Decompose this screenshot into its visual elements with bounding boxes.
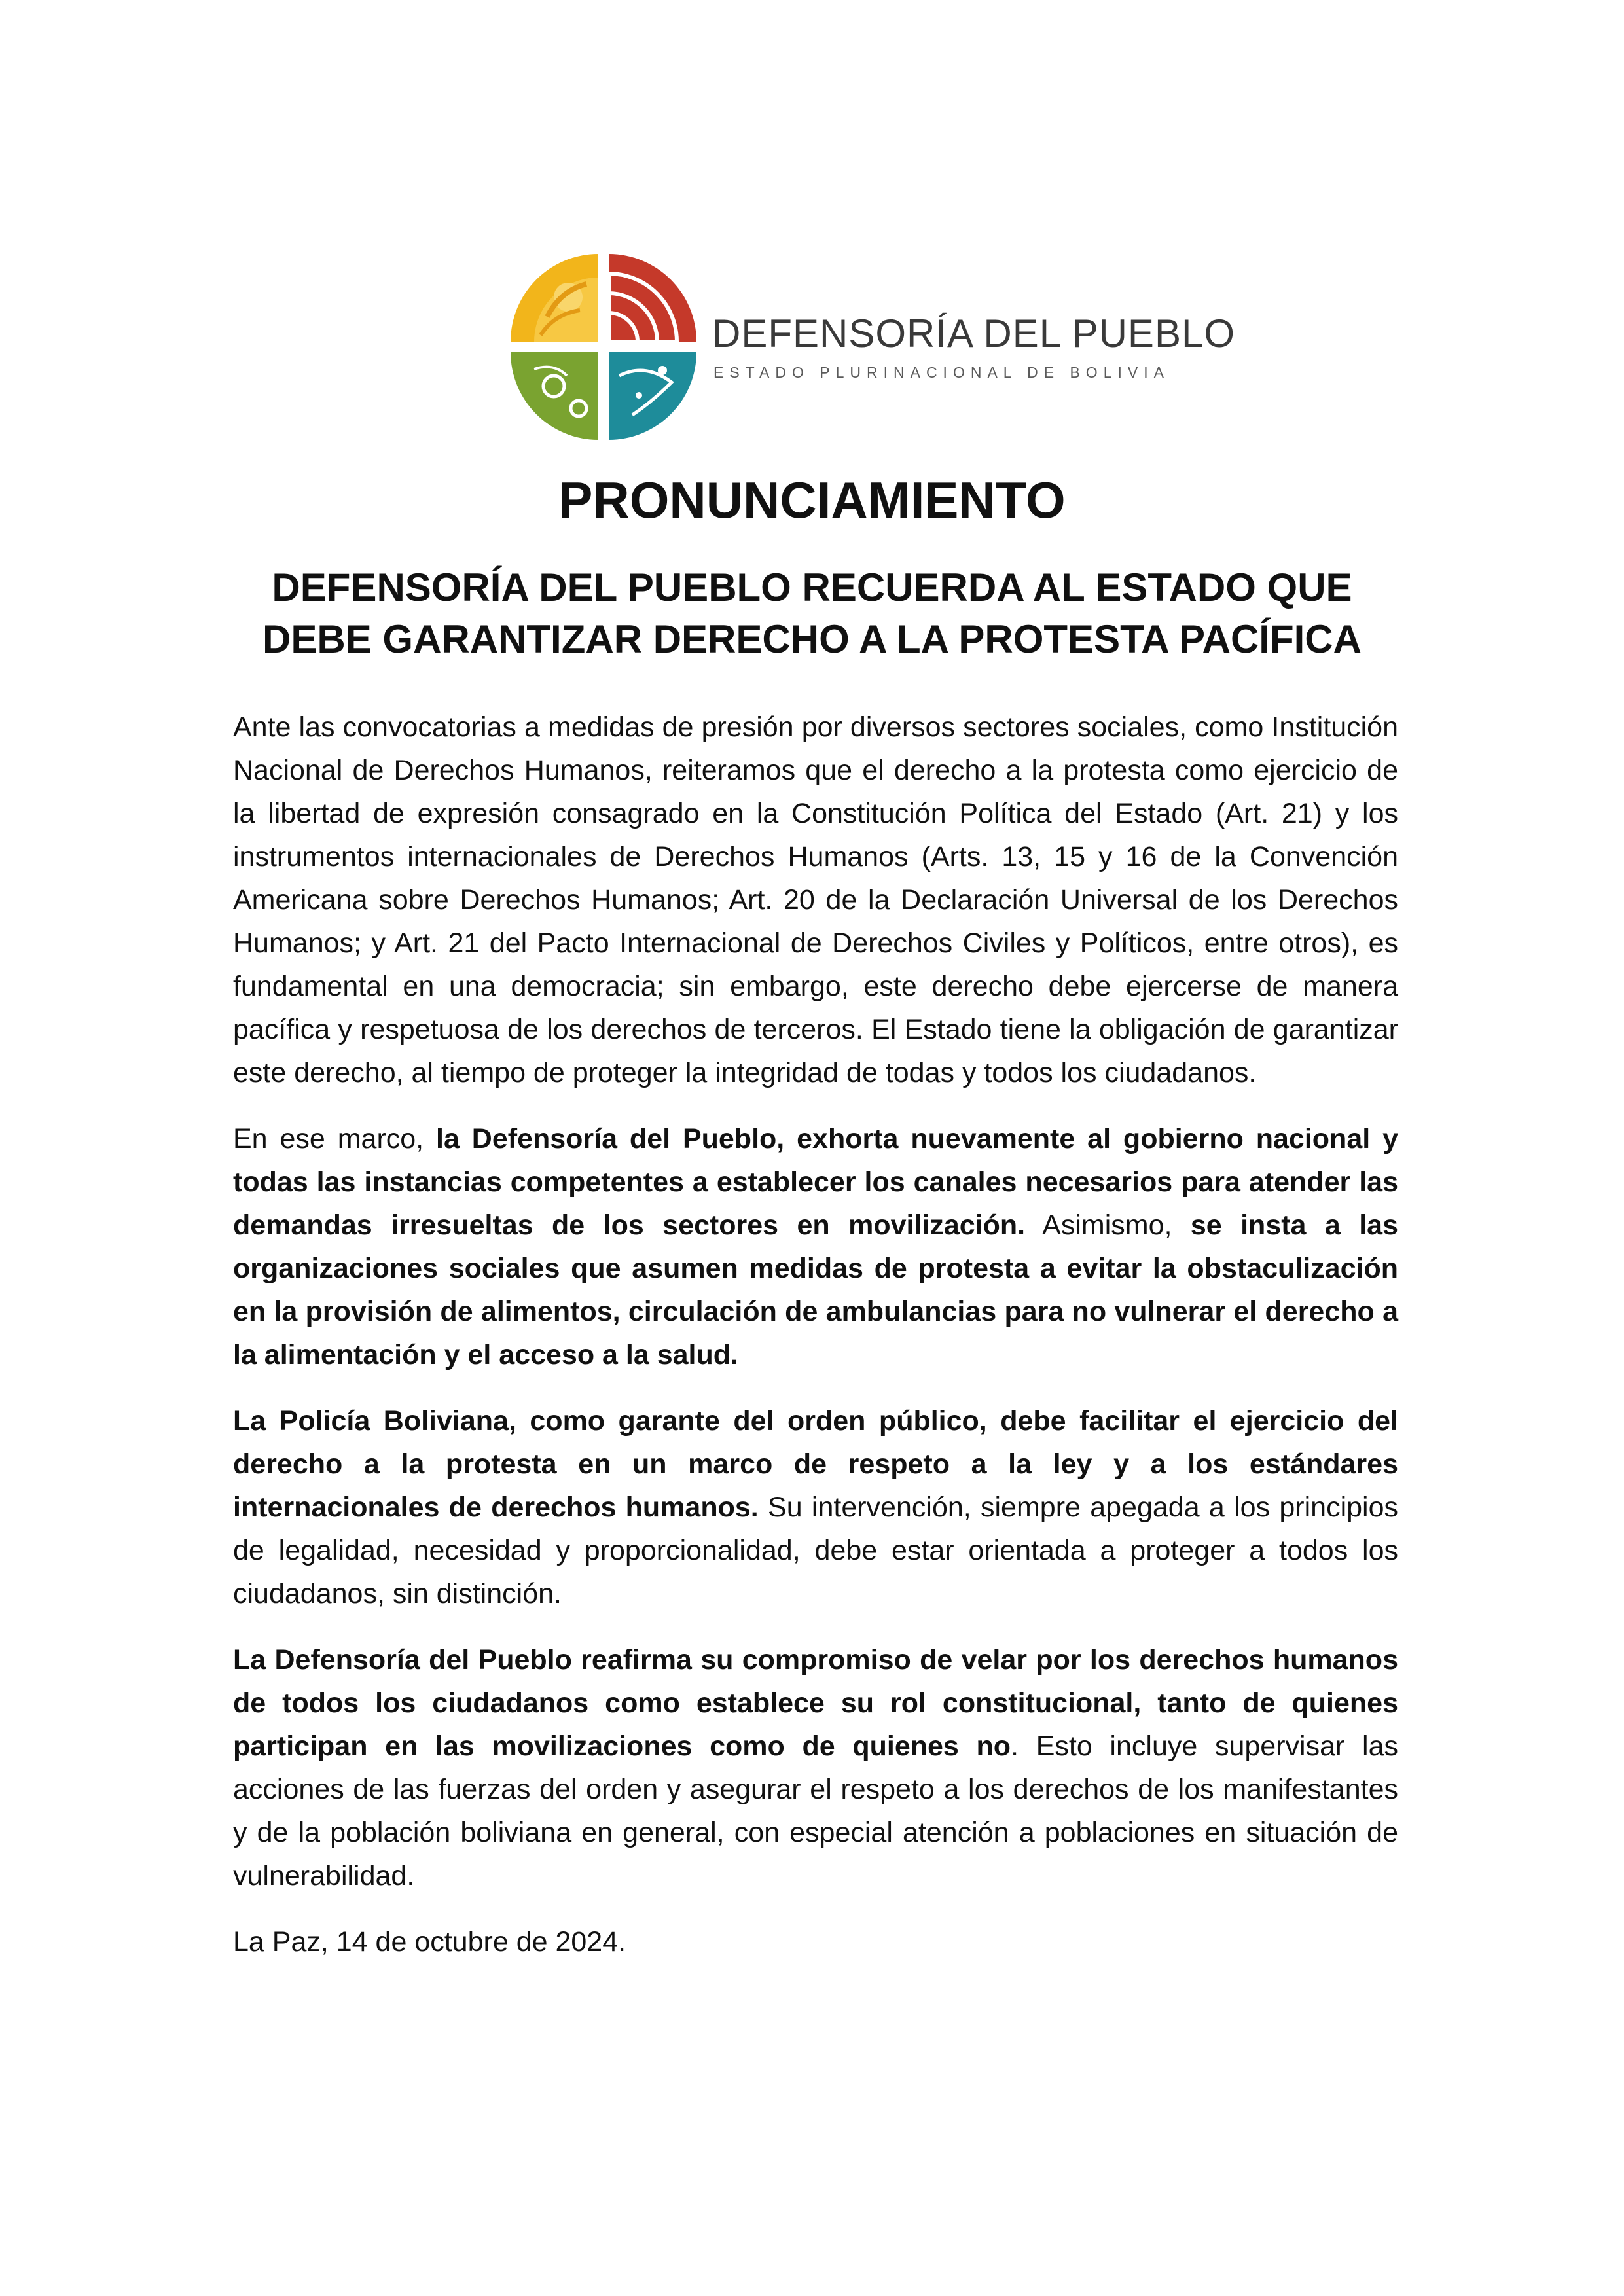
paragraph-text: Su intervención, siempre apegada a los principios de legalidad, necesidad y proporcionalidad, debe estar orientada a proteger a todos los ciudadanos, sin distinción. [233,1492,1398,1609]
paragraph-emphasis: se insta a las organizaciones sociales que asumen medidas de protesta a evitar la obstaculización en la provisión de alimentos, circulación de ambulancias para no vulnerar el derecho a la alimentación y el acceso a la salud. [233,1210,1398,1371]
organization-subtitle: ESTADO PLURINACIONAL DE BOLIVIA [713,364,1170,381]
subtitle-line: DEFENSORÍA DEL PUEBLO RECUERDA AL ESTADO QUE [272,565,1352,609]
paragraph-4 [233,1638,1398,1897]
paragraph-emphasis: La Policía Boliviana, como garante del orden público, debe facilitar el ejercicio del derecho a la protesta en un marco de respeto a la ley y a los estándares internacionales de derechos humanos. [233,1405,1398,1523]
paragraph-emphasis: la Defensoría del Pueblo, exhorta nuevamente al gobierno nacional y todas las instancias competentes a establecer los canales necesarios para atender las demandas irresueltas de los sectores en movilización. [233,1123,1398,1241]
paragraph-3 [233,1399,1398,1615]
paragraph-text: Asimismo, [1025,1210,1191,1241]
organization-logo [508,251,1236,442]
subtitle-line: DEBE GARANTIZAR DERECHO A LA PROTESTA PACÍFICA [262,617,1362,662]
organization-name: DEFENSORÍA DEL PUEBLO [712,312,1236,355]
document-title: PRONUNCIAMIENTO [558,471,1066,529]
document-body [233,706,1398,1986]
paragraph-emphasis: La Defensoría del Pueblo reafirma su compromiso de velar por los derechos humanos de todos los ciudadanos como establece su rol constitucional, tanto de quienes participan en las movilizaciones como de quienes no [233,1644,1398,1762]
document-date: La Paz, 14 de octubre de 2024. [233,1926,626,1958]
paragraph-2 [233,1117,1398,1376]
document-subtitle [196,562,1428,665]
paragraph-1: Ante las convocatorias a medidas de presión por diversos sectores sociales, como Institución Nacional de Derechos Humanos, reiteramos que el derecho a la protesta como ejercicio de la libertad de expresión consagrado en la Constitución Política del Estado (Art. 21) y los instrumentos internacionales de Derechos Humanos (Arts. 13, 15 y 16 de la Convención Americana sobre Derechos Humanos; Art. 20 de la Declaración Universal de los Derechos Humanos; y Art. 21 del Pacto Internacional de Derechos Civiles y Políticos, entre otros), es fundamental en una democracia; sin embargo, este derecho debe ejercerse de manera pacífica y respetuosa de los derechos de terceros. El Estado tiene la obligación de garantizar este derecho, al tiempo de proteger la integridad de todas y todos los ciudadanos. [233,711,1398,1088]
paragraph-text: En ese marco, [233,1123,437,1155]
paragraph-text: . Esto incluye supervisar las acciones de las fuerzas del orden y asegurar el respeto a los derechos de los manifestantes y de la población boliviana en general, con especial atención a poblaciones en situación de vulnerabilidad. [233,1731,1398,1892]
defensoria-emblem-icon [508,251,699,442]
